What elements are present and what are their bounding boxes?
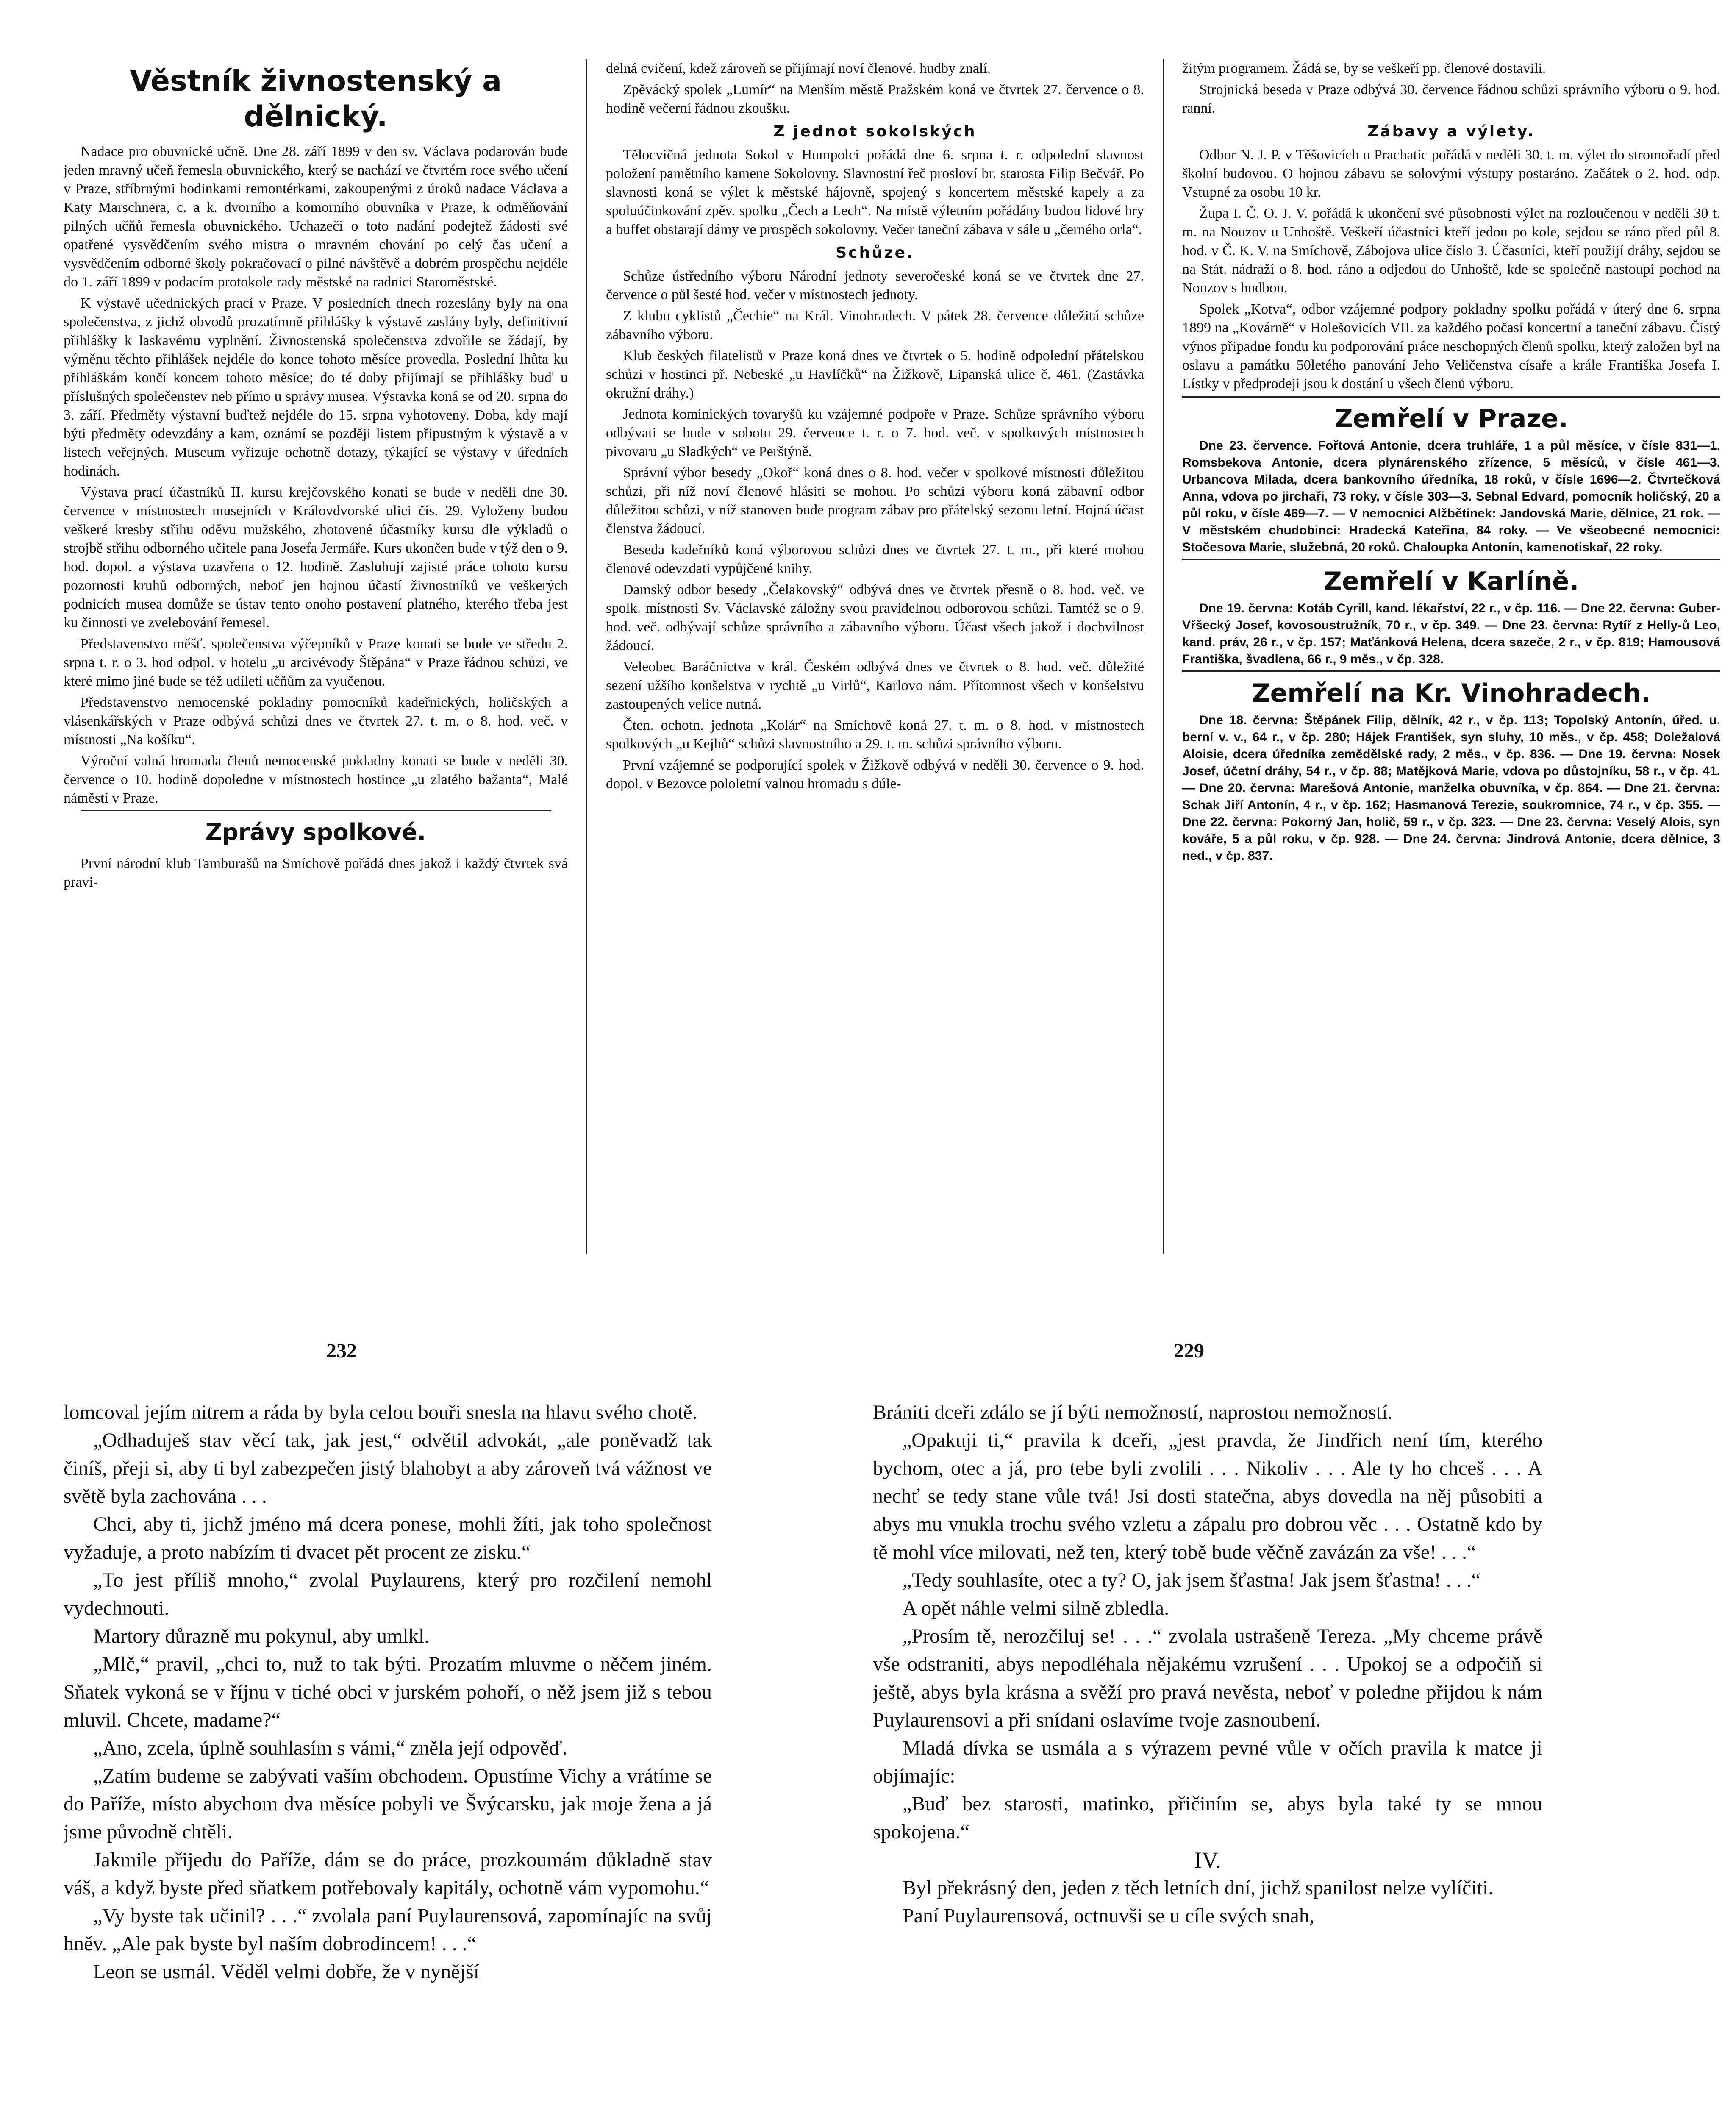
- article: Schůze ústředního výboru Národní jednoty severočeské koná se ve čtvrtek dne 27. července o půl šesté hod. večer v místnostech jednoty.: [606, 268, 1144, 303]
- novel-column-left: [64, 1399, 712, 2119]
- article: Beseda kadeřníků koná výborovou schůzi dnes ve čtvrtek 27. t. m., při které mohou členové odevzdati vypůjčené knihy.: [606, 542, 1144, 576]
- article: Tělocvičná jednota Sokol v Humpolci pořádá dne 6. srpna t. r. odpolední slavnost položení pamětního kamene Sokolovny. Slavnostní řeč prosloví br. starosta Filip Bečvář. Po slavnosti koná se výlet k městské hájovně, spojený s koncertem městské kapely a za spoluúčinkování zpěv. spolku „Čech a Lech“. Na místě výletním pořádány budou lidové hry a buffet obstarají dámy ve prospěch sokolovny. Večer taneční zábava v sále u „černého orla“.: [606, 147, 1144, 237]
- divider: [81, 810, 551, 811]
- column-2: [606, 59, 1144, 1339]
- article: K výstavě učednických prací v Praze. V posledních dnech rozeslány byly na ona společenstva, z jichž obvodů prozatímně přihlášky k výstavě zaslány byly, definitivní přihlášky k laskavému vyplnění. Živnostenská společenstva zdvořile se žádají, by výměnu těchto přihlášek nejdéle do konce tohoto měsíce provedla. Poslední lhůta ku přihláškám končí koncem tohoto měsíce; do té doby přijímají se přihlášky buď u příslušných společenstev neb přímo u správy musea. Výstavka koná se od 20. srpna do 3. září. Předměty výstavní buďtež nejdéle do 15. srpna vyhotoveny. Doba, kdy mají býti předměty odevzdány a kam, oznámí se později listem připustným k výstavě a v listech veřejných. Museum vyřizuje ochotně dotazy, týkající se výstavy v úředních hodinách.: [64, 295, 568, 479]
- article: žitým programem. Žádá se, by se veškeří pp. členové dostavili.: [1182, 61, 1546, 76]
- story-paragraph: „To jest příliš mnoho,“ zvolal Puylaurens, který pro rozčilení nemohl vydechnouti.: [64, 1569, 712, 1619]
- article: Nadace pro obuvnické učně. Dne 28. září 1899 v den sv. Václava podarován bude jeden mravný učeň řemesla obuvnického, který se nachází ve čtvrtém roce svého učení v Praze, stříbrnými hodinkami remontérkami, zakoupenými z úroků nadace Václava a Katy Marschnera, c. a k. dvorního a komorního obuvníka v Praze, k odměňování pilných učňů řemesla obuvnického. Uchazeči o toto nadání podejtež žádosti své opatřené vysvědčením svého mistra o mravném chování po celý čas učení a vysvědčením odborné školy pokračovací o pilné návštěvě a dobrém prospěchu nejdéle do 1. září 1899 v podacím protokole rady městské na radnici Staroměstské.: [64, 144, 568, 290]
- article: Výstava prací účastníků II. kursu krejčovského konati se bude v neděli dne 30. července v místnostech musejních v Královdvorské ulici čís. 29. Vyloženy budou veškeré kresby střihu oděvu mužského, zhotovené účastníky kursu dle výkladů o strojbě střihu odborného učitele pana Josefa Jermáře. Kurs ukončen bude v týž den o 9. hod. dopol. a výstava uzavřena o 12. hodině. Zasluhují zajisté práce tohoto kursu pozornosti kruhů odborných, neboť jen hojnou účastí živnostníků ve veškerých podnicích musea domůže se ústav tento onoho postavení platného, kterého třeba jest ku činnosti ve zvelebování řemesel.: [64, 484, 568, 631]
- section-heading-trade: Věstník živnostenský a dělnický.: [129, 64, 502, 133]
- subheading-trips: Zábavy a výlety.: [1367, 123, 1535, 140]
- story-paragraph: Jakmile přijedu do Paříže, dám se do práce, prozkoumám důkladně stav váš, a když byste před sňatkem potřebovaly kapitály, ochotně vám vypomohu.“: [64, 1849, 712, 1899]
- story-paragraph: „Buď bez starosti, matinko, přičiním se, abys byla také ty se mnou spokojena.“: [873, 1793, 1542, 1843]
- story-paragraph: „Ano, zcela, úplně souhlasím s vámi,“ zněla její odpověď.: [93, 1737, 567, 1759]
- column-1: [64, 59, 568, 1339]
- story-paragraph: „Mlč,“ pravil, „chci to, nuž to tak býti. Prozatím mluvme o něčem jiném. Sňatek vykoná se v říjnu v tiché obci v jurském pohoří, o něž jsem již s tebou mluvil. Chcete, madame?“: [64, 1653, 712, 1731]
- column-3: [1182, 59, 1720, 1339]
- story-paragraph: Chci, aby ti, jichž jméno má dcera ponese, mohli žíti, jak toho společnost vyžaduje, a proto nabízím ti dvacet pět procent ze zisku.“: [64, 1513, 712, 1563]
- story-paragraph: „Opakuji ti,“ pravila k dceři, „jest pravda, že Jindřich není tím, kterého bychom, otec a já, pro tebe byli zvolili . . . Nikoliv . . . Ale ty ho chceš . . . A nechť se tedy stane vůle tvá! Jsi dosti statečna, abys dovedla na něj působiti a abys mu vnukla trochu svého vzletu a zápalu pro dobrou věc . . . Ostatně kdo by tě mohl více milovati, než ten, který tobě bude věčně zavázán za vše! . . .“: [873, 1429, 1542, 1563]
- article: Jednota kominických tovaryšů ku vzájemné podpoře v Praze. Schůze správního výboru odbývati se bude v sobotu 29. července t. r. o 7. hod. več. v spolkových místnostech pivovaru „u Sladkých“ ve Perštýně.: [606, 406, 1144, 459]
- article: Damský odbor besedy „Čelakovský“ odbývá dnes ve čtvrtek přesně o 8. hod. več. ve spolk. místnosti Sv. Václavské záložny svou pravidelnou odborovou schůzi. Tamtéž se o 9. hod. več. odbývají schůze správního a zábavního výboru. Účast všech jakož i dochvilnost žádoucí.: [606, 582, 1144, 653]
- article: Veleobec Baráčnictva v král. Českém odbývá dnes ve čtvrtek o 8. hod. več. důležité sezení užšího konšelstva v rychtě „u Virlů“, Karlovo nám. Přítomnost všech v konšelstvu zastoupených velice nutná.: [606, 659, 1144, 712]
- column-divider: [586, 59, 587, 1254]
- death-notices: Dne 23. července. Fořtová Antonie, dcera truhláře, 1 a půl měsíce, v čísle 831—1. Romsbekova Antonie, dcera plynárenského zřízence, 5 měsíců, v čísle 461—3. Urbancova Milada, dcera bankovního úředníka, 18 roků, v čísle 1696—2. Čtvrtečková Anna, vdova po jirchaři, 73 roky, v čísle 303—3. Sebnal Edvard, pomocník holičský, 20 a půl roku, v čísle 469—7. — V nemocnici Alžbětinek: Jandovská Marie, dělnice, 21 rok. — V městském chudobinci: Hradecká Kateřina, 84 roky. — Ve všeobecné nemocnici: Stočesova Marie, služebná, 20 roků. Chaloupka Antonín, kamenotiskař, 22 roky.: [1182, 439, 1720, 554]
- article: Župa I. Č. O. J. V. pořádá k ukončení své působnosti výlet na rozloučenou v neděli 30 t. m. na Nouzov u Unhoště. Veškeří účastníci kteří jedou po kole, sejdou se ráno před půl 8. hod. v Č. K. V. na Smíchově, Zábojova ulice číslo 3. Účastníci, kteří použijí dráhy, sejdou se na Stát. nádraží o 8. hod. ráno a odjedou do Unhoště, kde se společně nastoupí pochod na Nouzov s hudbou.: [1182, 206, 1720, 296]
- article: Spolek „Kotva“, odbor vzájemné podpory pokladny spolku pořádá v úterý dne 6. srpna 1899 na „Kovárně“ v Holešovicích VII. za každého počasí koncertní a taneční zábavu. Čistý výnos připadne fondu ku podporování práce neschopných členů spolku, který založen byl na oslavu a památku 50letého panování Jeho Veličenstva císaře a krále Františka Josefa I. Lístky v předprodeji jsou k dostání u všech členů výboru.: [1182, 301, 1720, 392]
- news-section: [64, 59, 1725, 1339]
- story-paragraph: Brániti dceři zdálo se jí býti nemožností, naprostou nemožností.: [873, 1401, 1393, 1424]
- divider: [1182, 559, 1720, 560]
- story-paragraph: „Prosím tě, nerozčiluj se! . . .“ zvolala ustrašeně Tereza. „My chceme právě vše odstraniti, abys nepodléhala nějakému vzrušení . . . Upokoj se a odpočiň si ještě, abys byla krásna a svěží pro pravá nevěsta, neboť v poledne přijdou k nám Puylaurensovi a při snídani oslavíme tvoje zasnoubení.: [873, 1625, 1542, 1731]
- story-paragraph: lomcoval jejím nitrem a ráda by byla celou bouři snesla na hlavu svého chotě.: [64, 1401, 697, 1424]
- article: delná cvičení, kdež zároveň se přijímají noví členové. hudby znalí.: [606, 61, 991, 76]
- article: Strojnická beseda v Praze odbývá 30. července řádnou schůzi správního výboru o 9. hod. ranní.: [1182, 82, 1720, 116]
- article: Představenstvo měšť. společenstva výčepníků v Praze konati se bude ve středu 2. srpna t. r. o 3. hod odpol. v hotelu „u arcivévody Štěpána“ v Praze řádnou schůzi, ve které mimo jiné bude se též udíleti učňům za vyučenou.: [64, 636, 568, 689]
- heading-deaths-vinohrady: Zemřelí na Kr. Vinohradech.: [1252, 679, 1651, 708]
- story-paragraph: Byl překrásný den, jeden z těch letních dní, jichž spanilost nelze vylíčiti.: [903, 1877, 1494, 1899]
- novel-column-right: [873, 1399, 1542, 2119]
- article: Čten. ochotn. jednota „Kolár“ na Smíchově koná 27. t. m. o 8. hod. v místnostech spolkových „u Kejhů“ schůzi slavnostního a 29. t. m. schůzi správního výboru.: [606, 717, 1144, 752]
- story-paragraph: „Zatím budeme se zabývati vaším obchodem. Opustíme Vichy a vrátíme se do Paříže, místo abychom dva měsíce pobyli ve Švýcarsku, jak moje žena a já jsme původně chtěli.: [64, 1765, 712, 1843]
- divider: [1182, 670, 1720, 672]
- article: Zpěvácký spolek „Lumír“ na Menším městě Pražském koná ve čtvrtek 27. července o 8. hodině večerní řádnou zkoušku.: [606, 82, 1144, 116]
- story-paragraph: Leon se usmál. Věděl velmi dobře, že v nynější: [93, 1960, 479, 1983]
- death-notices: Dne 18. června: Štěpánek Filip, dělník, 42 r., v čp. 113; Topolský Antonín, úřed. u. berní v. v., 64 r., v čp. 280; Hájek František, syn sluhy, 10 měs., v čp. 458; Doležalová Aloisie, dcera úředníka zemědělské rady, 2 měs., v čp. 836. — Dne 19. června: Nosek Josef, účetní dráhy, 54 r., v čp. 88; Matějková Marie, vdova po důstojníku, 58 r., v čp. 41. — Dne 20. června: Marešová Antonie, manželka obuvníka, v čp. 864. — Dne 21. června: Schak Jiří Antonín, 4 r., v čp. 162; Hasmanová Terezie, soukromnice, 74 r., v čp. 355. — Dne 22. června: Pokorný Jan, holič, 59 r., v čp. 323. — Dne 23. června: Veselý Alois, syn kováře, 5 a půl roku, v čp. 928. — Dne 24. června: Jindrová Antonie, dcera dělnice, 3 ned., v čp. 837.: [1182, 713, 1720, 863]
- heading-deaths-karlin: Zemřelí v Karlíně.: [1323, 567, 1579, 596]
- story-paragraph: „Odhaduješ stav věcí tak, jak jest,“ odvětil advokát, „ale poněvadž tak činíš, přeji si, aby ti byl zabezpečen jistý blahobyt a aby zároveň tvá vážnost ve světě byla zachována . . .: [64, 1429, 712, 1507]
- death-notices: Dne 19. června: Kotáb Cyrill, kand. lékařství, 22 r., v čp. 116. — Dne 22. června: Guber-Vřšecký Josef, kovosoustružník, 70 r., v čp. 349. — Dne 23. června: Rytíř z Helly-ů Leo, kand. práv, 26 r., v čp. 157; Maťánková Helena, dcera sazeče, 2 r., v čp. 819; Hamousová Františka, švadlena, 66 r., 9 měs., v čp. 328.: [1182, 601, 1720, 666]
- page-number-right: 229: [1174, 1340, 1204, 1362]
- story-paragraph: „Tedy souhlasíte, otec a ty? O, jak jsem šťastna! Jak jsem šťastna! . . .“: [903, 1569, 1480, 1591]
- article: Z klubu cyklistů „Čechie“ na Král. Vinohradech. V pátek 28. července důležitá schůze zábavního výboru.: [606, 308, 1144, 342]
- article: Odbor N. J. P. v Těšovicích u Prachatic pořádá v neděli 30. t. m. výlet do stromořadí před školní budovou. O hojnou zábavu se solovými výstupy postaráno. Začátek o 2. hod. odp. Vstupné za osobu 10 kr.: [1182, 147, 1720, 200]
- article: Správní výbor besedy „Okoř“ koná dnes o 8. hod. večer v spolkové místnosti důležitou schůzi, při níž noví členové hlásiti se mohou. Po schůzi výboru koná zábavní odbor důležitou schůzi, v níž stanoven bude program zábav pro přátelský sezonu letní. Hojná účast členstva žádoucí.: [606, 465, 1144, 537]
- subheading-sokol: Z jednot sokolských: [773, 123, 977, 140]
- subheading-meetings: Schůze.: [836, 244, 914, 261]
- story-paragraph: Paní Puylaurensová, octnuvši se u cíle svých snah,: [903, 1905, 1314, 1927]
- chapter-number: IV.: [1194, 1847, 1221, 1873]
- story-paragraph: Martory důrazně mu pokynul, aby umlkl.: [93, 1625, 430, 1647]
- article: Klub českých filatelistů v Praze koná dnes ve čtvrtek o 5. hodině odpolední přátelskou schůzi v hostinci př. Nebeské „u Havlíčků“ na Žižkově, Lipanská ulice č. 461. (Zastávka okružní dráhy.): [606, 348, 1144, 401]
- story-paragraph: Mladá dívka se usmála a s výrazem pevné vůle v očích pravila k matce ji objímajíc:: [873, 1737, 1542, 1787]
- heading-deaths-prague: Zemřelí v Praze.: [1334, 404, 1568, 434]
- article: Výroční valná hromada členů nemocenské pokladny konati se bude v neděli 30. července o 10. hodině dopoledne v místnostech hostince „u zlatého bažanta“, Malé náměstí v Praze.: [64, 753, 568, 806]
- article: První vzájemné se podporující spolek v Žižkově odbývá v neděli 30. července o 9. hod. dopol. v Bezovce pololetní valnou hromadu s dúle-: [606, 757, 1144, 792]
- divider: [1182, 396, 1720, 398]
- story-paragraph: A opět náhle velmi silně zbledla.: [903, 1597, 1169, 1619]
- section-heading-clubs: Zprávy spolkové.: [205, 819, 426, 845]
- column-divider: [1163, 59, 1164, 1254]
- page-number-left: 232: [326, 1340, 357, 1362]
- article: Představenstvo nemocenské pokladny pomocníků kadeřnických, holičských a vlásenkářských v Praze odbývá schůzi dnes ve čtvrtek 27. t. m. o 8. hod. več. v místnosti „Na košíku“.: [64, 695, 568, 748]
- article: První národní klub Tamburašů na Smíchově pořádá dnes jakož i každý čtvrtek svá pravi-: [64, 856, 568, 890]
- story-paragraph: „Vy byste tak učinil? . . .“ zvolala paní Puylaurensová, zapomínajíc na svůj hněv. „Ale pak byste byl naším dobrodincem! . . .“: [64, 1905, 712, 1955]
